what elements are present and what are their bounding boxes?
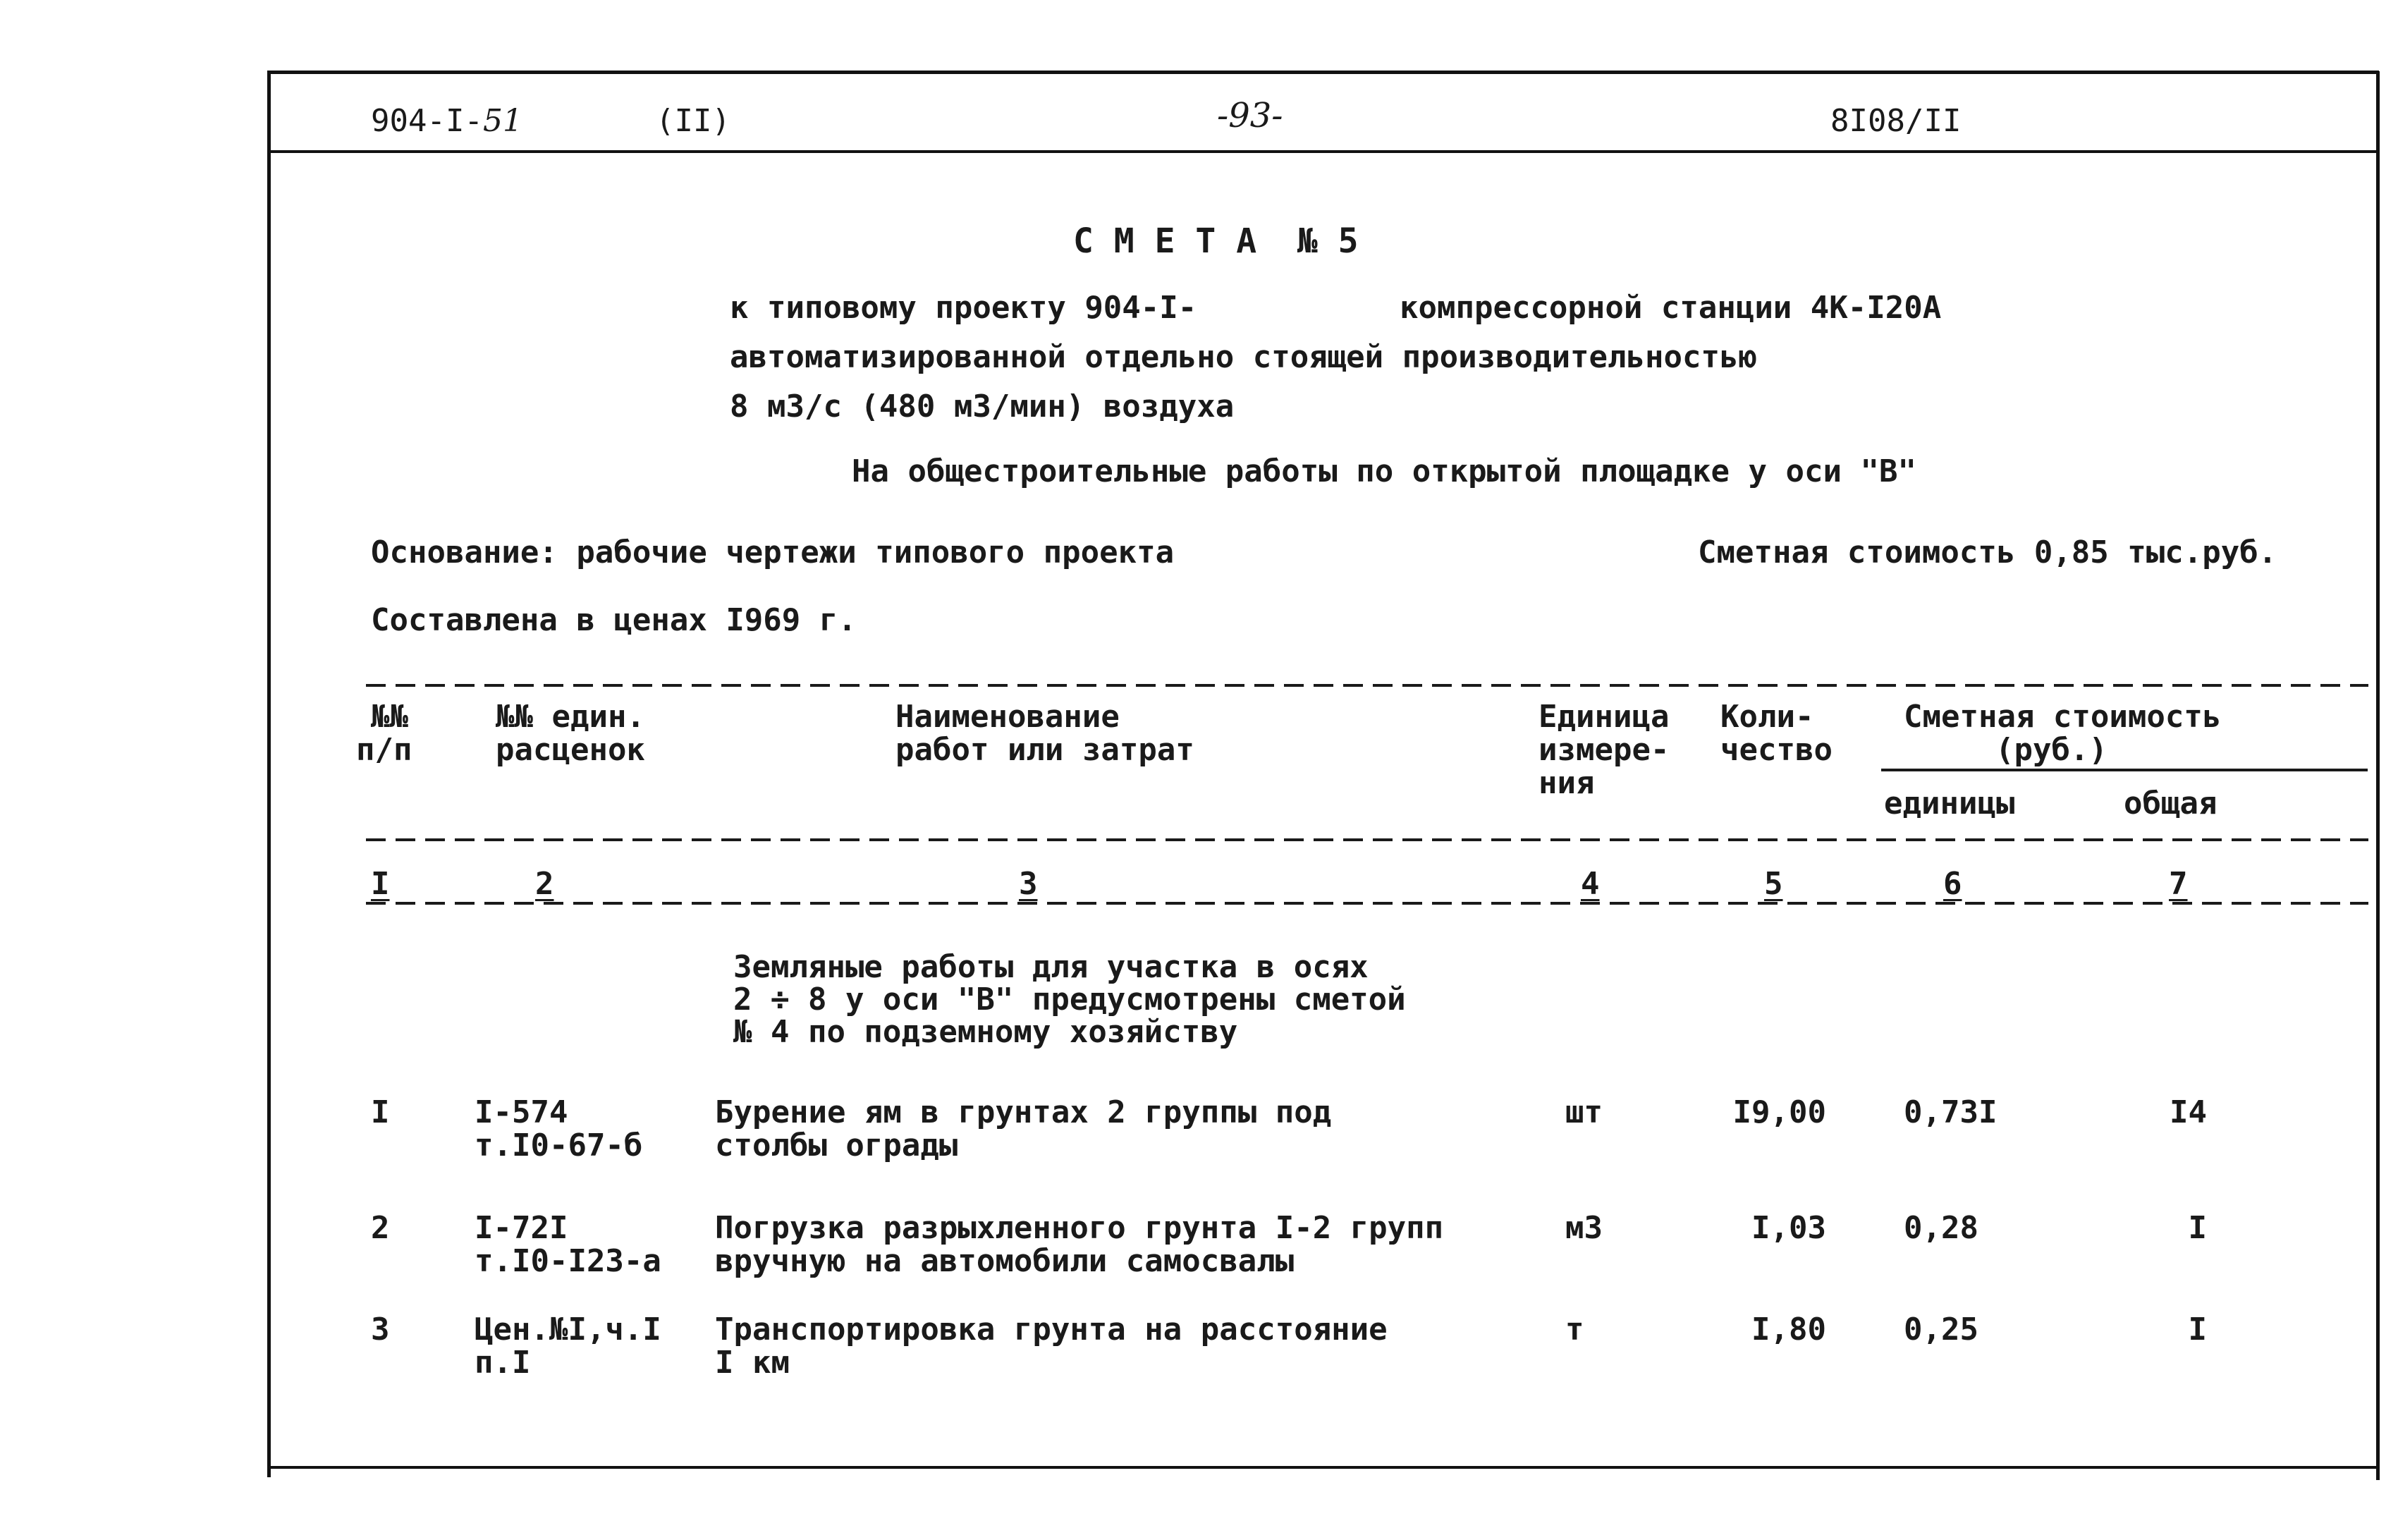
col7-header: общая (2124, 786, 2217, 821)
row-name: I км (715, 1345, 790, 1381)
column-numbers-rule (366, 902, 2368, 905)
row-num: I (371, 1094, 390, 1130)
cost-group-rule (1881, 769, 2368, 771)
row-total: I (2188, 1210, 2207, 1246)
row-code: п.I (475, 1345, 531, 1381)
frame-top-border (267, 71, 2379, 74)
frame-right-border (2376, 71, 2380, 1480)
row-code: I-72I (475, 1210, 568, 1246)
row-code: I-574 (475, 1094, 568, 1130)
doc-part: (II) (656, 103, 730, 139)
header-bottom-rule (366, 838, 2368, 841)
subtitle-line3: 8 м3/с (480 м3/мин) воздуха (730, 389, 1235, 424)
table-top-rule (366, 684, 2368, 687)
page-number: -93- (1217, 96, 1283, 135)
row-unit: т (1565, 1312, 1584, 1348)
subtitle-line2: автоматизированной отдельно стоящей производительностью (730, 339, 1757, 375)
row-qty: I9,00 (1732, 1094, 1826, 1130)
subtitle-line1-b: компрессорной станции 4К-I20А (1400, 290, 1942, 326)
row-name: Транспортировка грунта на расстояние (715, 1312, 1388, 1348)
row-total: I (2188, 1312, 2207, 1348)
row-qty: I,80 (1751, 1312, 1826, 1348)
row-unit-cost: 0,73I (1904, 1094, 1998, 1130)
footer-divider (270, 1466, 2378, 1469)
col6-header: единицы (1884, 786, 2015, 821)
row-unit-cost: 0,28 (1904, 1210, 1978, 1246)
row-unit-cost: 0,25 (1904, 1312, 1978, 1348)
cost-total: Сметная стоимость 0,85 тыс.руб. (1698, 534, 2277, 570)
basis-text: Основание: рабочие чертежи типового проекта (371, 534, 1175, 570)
row-name: вручную на автомобили самосвалы (715, 1243, 1295, 1279)
document-title: С М Е Т А № 5 (1073, 221, 1359, 261)
row-unit: м3 (1565, 1210, 1603, 1246)
row-code: т.I0-I23-а (475, 1243, 661, 1279)
row-name: Погрузка разрыхленного грунта I-2 групп (715, 1210, 1444, 1246)
header-divider (270, 150, 2378, 153)
row-code: Цен.№I,ч.I (475, 1312, 661, 1348)
row-qty: I,03 (1751, 1210, 1826, 1246)
frame-left-border (267, 73, 271, 1477)
subtitle-line4: На общестроительные работы по открытой площадке у оси "В" (852, 453, 1916, 489)
sheet-code: 8I08/II (1830, 103, 1962, 139)
row-unit: шт (1565, 1094, 1603, 1130)
row-num: 2 (371, 1210, 390, 1246)
row-name: Бурение ям в грунтах 2 группы под (715, 1094, 1332, 1130)
row-total: I4 (2170, 1094, 2207, 1130)
row-num: 3 (371, 1312, 390, 1348)
prices-year: Составлена в ценах I969 г. (371, 602, 857, 638)
subtitle-line1-a: к типовому проекту 904-I- (730, 290, 1197, 326)
row-code: т.I0-67-б (475, 1128, 643, 1163)
row-name: столбы ограды (715, 1128, 958, 1163)
doc-code: 904-I-51 (371, 103, 522, 139)
